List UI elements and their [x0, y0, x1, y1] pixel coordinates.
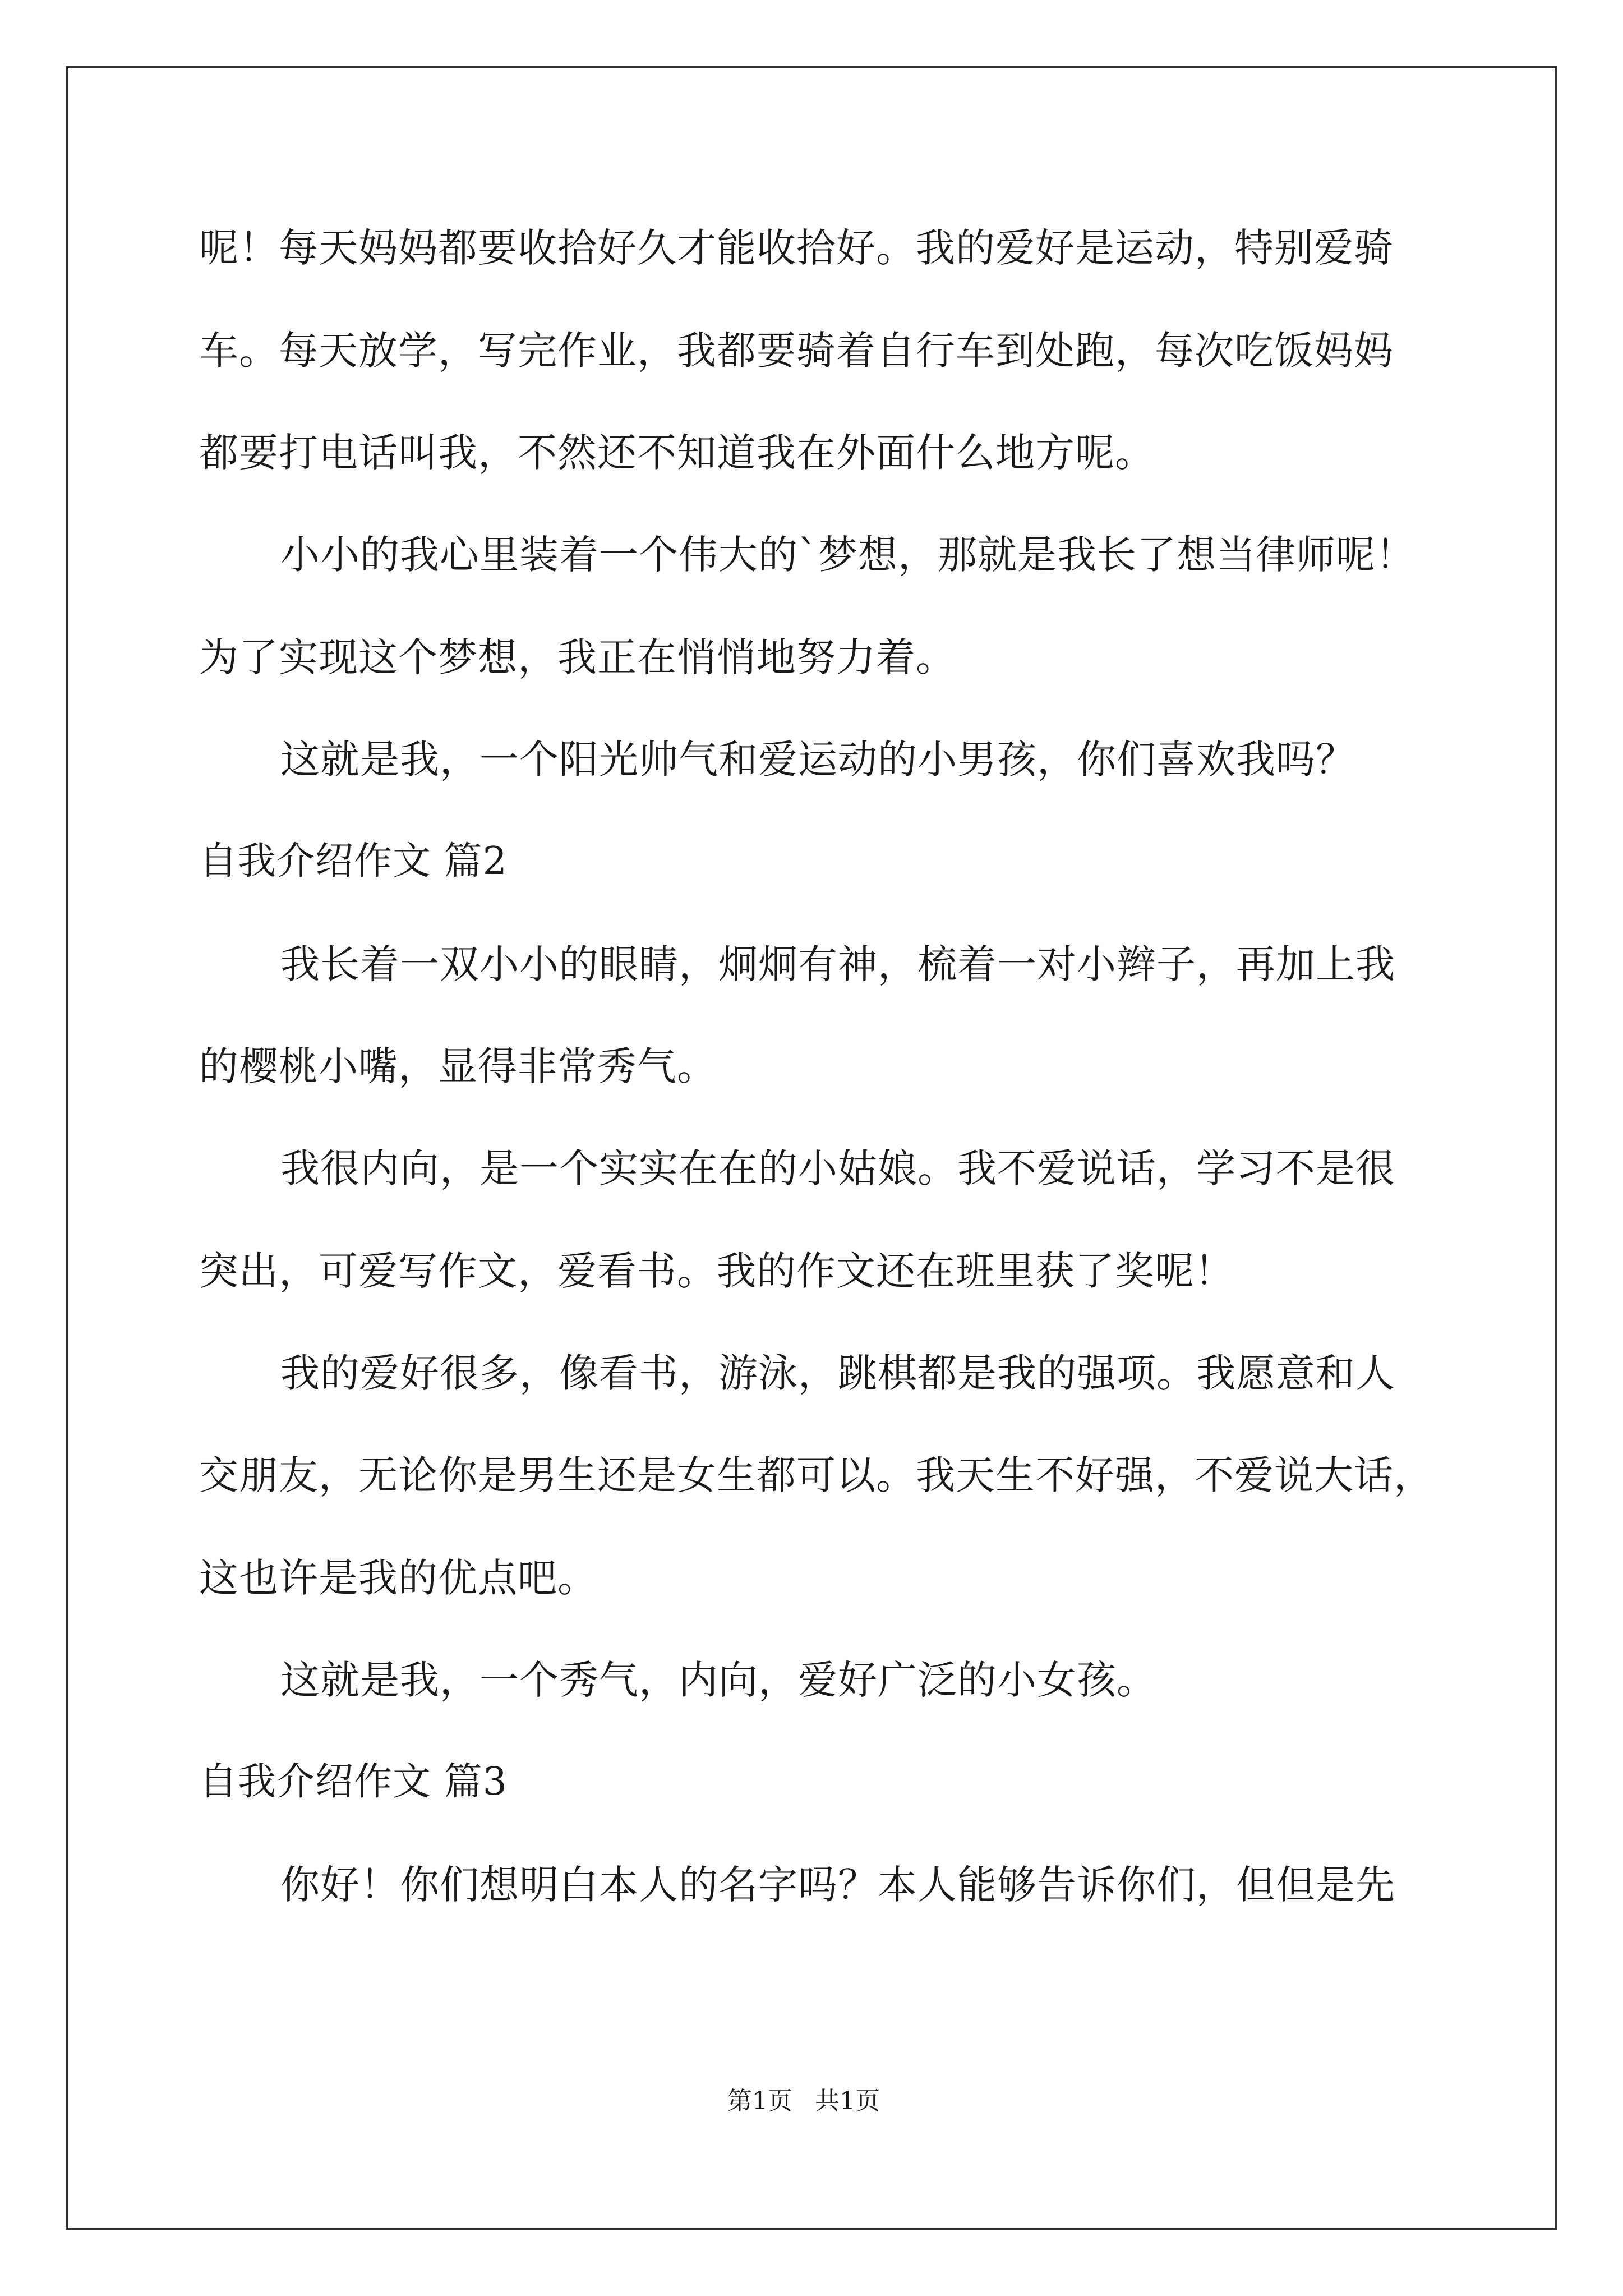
text-line: 交朋友，无论你是男生还是女生都可以。我天生不好强，不爱说大话， — [199, 1452, 1433, 1498]
text-line: 突出，可爱写作文，爱看书。我的作文还在班里获了奖呢！ — [199, 1248, 1234, 1294]
text-line: 的樱桃小嘴，显得非常秀气。 — [199, 1043, 717, 1089]
section-heading: 自我介绍作文 篇2 — [199, 839, 508, 884]
text-line: 这就是我，一个阳光帅气和爱运动的小男孩，你们喜欢我吗？ — [280, 737, 1355, 783]
text-line: 都要打电话叫我，不然还不知道我在外面什么地方呢。 — [199, 430, 1155, 476]
text-line: 小小的我心里装着一个伟大的`梦想，那就是我长了想当律师呢！ — [280, 532, 1415, 578]
text-line: 车。每天放学，写完作业，我都要骑着自行车到处跑，每次吃饭妈妈 — [199, 328, 1394, 374]
text-line: 这也许是我的优点吧。 — [199, 1555, 597, 1601]
text-line: 这就是我，一个秀气，内向，爱好广泛的小女孩。 — [280, 1657, 1156, 1703]
text-line: 呢！每天妈妈都要收拾好久才能收拾好。我的爱好是运动，特别爱骑 — [199, 225, 1394, 271]
text-line: 为了实现这个梦想，我正在悄悄地努力着。 — [199, 634, 956, 680]
text-line: 我长着一双小小的眼睛，炯炯有神，梳着一对小辫子，再加上我 — [280, 941, 1395, 987]
page-footer — [727, 2086, 880, 2117]
text-line: 你好！你们想明白本人的名字吗？本人能够告诉你们，但但是先 — [280, 1862, 1395, 1908]
page-number: 第1页 — [727, 2087, 792, 2115]
text-line: 我很内向，是一个实实在在的小姑娘。我不爱说话，学习不是很 — [280, 1145, 1395, 1191]
text-line: 我的爱好很多，像看书，游泳，跳棋都是我的强项。我愿意和人 — [280, 1350, 1395, 1396]
section-heading: 自我介绍作文 篇3 — [199, 1760, 508, 1804]
page-total: 共1页 — [815, 2087, 880, 2115]
